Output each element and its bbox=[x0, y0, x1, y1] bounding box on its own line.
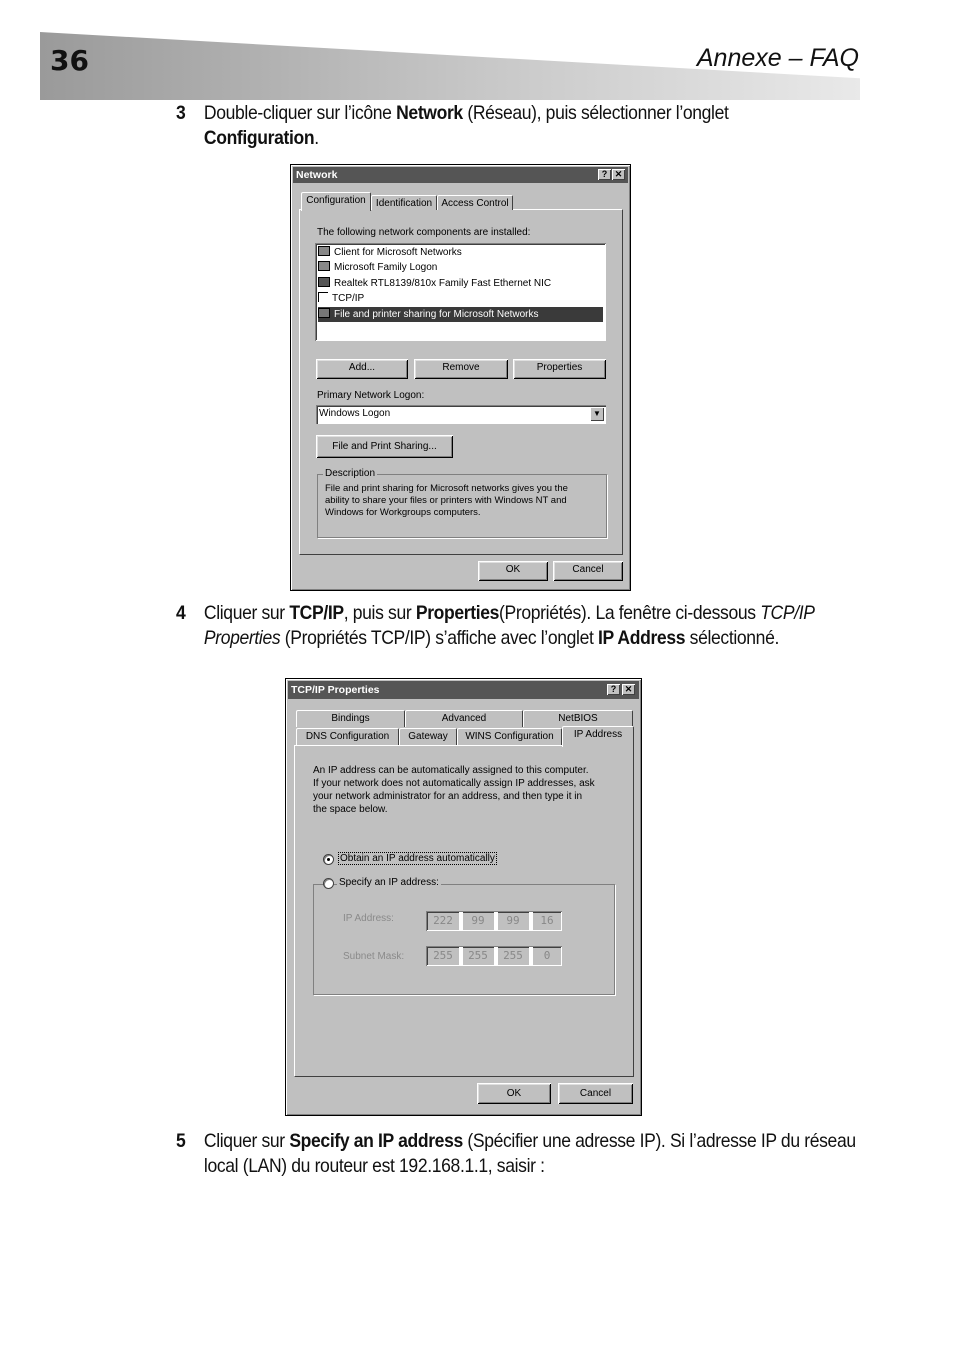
ip-address-label: IP Address: bbox=[343, 913, 394, 924]
tab-access-control[interactable]: Access Control bbox=[437, 195, 513, 210]
ok-button[interactable]: OK bbox=[477, 1083, 551, 1104]
chevron-down-icon[interactable]: ▼ bbox=[590, 407, 604, 421]
obtain-ip-radio[interactable] bbox=[323, 854, 334, 865]
tab-ip-address[interactable]: IP Address bbox=[562, 726, 634, 747]
step-text: , puis sur bbox=[343, 602, 416, 624]
add-button[interactable]: Add... bbox=[316, 359, 408, 379]
client-icon bbox=[318, 261, 330, 271]
step-text: sélectionné. bbox=[685, 627, 779, 649]
intro-line: the space below. bbox=[313, 804, 388, 815]
ok-button[interactable]: OK bbox=[478, 561, 548, 581]
intro-line: An IP address can be automatically assigned to this computer. bbox=[313, 765, 589, 776]
dialog-title: TCP/IP Properties bbox=[291, 684, 380, 696]
step-text: (Propriétés TCP/IP) s’affiche avec l’onglet bbox=[280, 627, 599, 649]
cancel-button[interactable]: Cancel bbox=[553, 561, 623, 581]
intro-line: If your network does not automatically assign IP addresses, ask bbox=[313, 778, 595, 789]
step-text-italic: TCP/IP bbox=[760, 602, 815, 624]
step-number: 5 bbox=[176, 1130, 186, 1152]
list-item[interactable] bbox=[318, 260, 603, 275]
page-number: 36 bbox=[50, 44, 89, 77]
step-text: (Réseau), puis sélectionner l’onglet bbox=[462, 102, 729, 124]
specify-ip-radio[interactable] bbox=[323, 878, 334, 889]
tab-identification[interactable]: Identification bbox=[371, 195, 437, 210]
mask-octet: 0 bbox=[543, 949, 551, 962]
step-text-italic: Properties bbox=[203, 627, 281, 649]
step-text: Cliquer sur bbox=[203, 602, 290, 624]
file-print-sharing-button[interactable]: File and Print Sharing... bbox=[316, 435, 453, 458]
step-text-bold: Network bbox=[396, 102, 463, 124]
tab-wins-configuration[interactable]: WINS Configuration bbox=[457, 728, 562, 745]
client-icon bbox=[318, 246, 330, 256]
tab-bindings[interactable]: Bindings bbox=[296, 710, 405, 727]
step-text: (Propriétés). La fenêtre ci-dessous bbox=[499, 602, 761, 624]
network-dialog bbox=[290, 164, 631, 591]
list-item[interactable] bbox=[318, 291, 603, 306]
network-card-icon bbox=[318, 277, 330, 287]
ip-address-field[interactable] bbox=[426, 911, 562, 931]
list-item-label: TCP/IP bbox=[332, 293, 365, 304]
step-text-bold: Configuration bbox=[203, 127, 315, 149]
remove-button[interactable]: Remove bbox=[414, 359, 508, 379]
ip-octet: 222 bbox=[433, 914, 453, 927]
mask-octet: 255 bbox=[468, 949, 488, 962]
ip-octet: 99 bbox=[506, 914, 520, 927]
step-number: 3 bbox=[176, 102, 186, 124]
list-item-selected[interactable] bbox=[318, 307, 603, 322]
logon-value: Windows Logon bbox=[319, 408, 391, 419]
ip-octet: 99 bbox=[471, 914, 485, 927]
logon-label: Primary Network Logon: bbox=[317, 390, 425, 401]
list-item[interactable] bbox=[318, 276, 603, 291]
step-text-bold: Properties bbox=[415, 602, 500, 624]
specify-ip-group bbox=[313, 884, 615, 995]
logon-select[interactable] bbox=[316, 405, 606, 424]
close-button[interactable]: ✕ bbox=[612, 169, 625, 180]
components-list[interactable] bbox=[315, 243, 606, 341]
properties-button[interactable]: Properties bbox=[513, 359, 606, 379]
ip-octet: 16 bbox=[540, 914, 554, 927]
step-text: . bbox=[314, 127, 319, 149]
description-line: Windows for Workgroups computers. bbox=[325, 507, 481, 518]
mask-octet: 255 bbox=[433, 949, 453, 962]
step-number: 4 bbox=[176, 602, 186, 624]
tab-advanced[interactable]: Advanced bbox=[405, 710, 523, 727]
subnet-mask-label: Subnet Mask: bbox=[343, 951, 405, 962]
protocol-icon bbox=[318, 292, 328, 302]
list-item-label: Microsoft Family Logon bbox=[334, 262, 438, 273]
dialog-title: Network bbox=[296, 169, 338, 181]
list-item-label: Realtek RTL8139/810x Family Fast Ethernet NIC bbox=[334, 278, 552, 289]
list-item-label: Client for Microsoft Networks bbox=[334, 247, 462, 258]
obtain-ip-label[interactable]: Obtain an IP address automatically bbox=[340, 853, 495, 864]
specify-ip-label[interactable]: Specify an IP address: bbox=[339, 877, 439, 888]
description-line: ability to share your files or printers with Windows NT and bbox=[325, 495, 567, 506]
list-item[interactable] bbox=[318, 245, 603, 260]
list-item-label: File and printer sharing for Microsoft Networks bbox=[334, 309, 539, 320]
description-line: File and print sharing for Microsoft networks gives you the bbox=[325, 483, 568, 494]
step-text: Cliquer sur bbox=[203, 1130, 290, 1152]
help-button[interactable]: ? bbox=[607, 684, 620, 695]
cancel-button[interactable]: Cancel bbox=[558, 1083, 633, 1104]
description-label: Description bbox=[325, 468, 376, 479]
step-text-bold: Specify an IP address bbox=[289, 1130, 463, 1152]
subnet-mask-field[interactable] bbox=[426, 946, 562, 966]
step-text: Double-cliquer sur l’icône bbox=[203, 102, 397, 124]
step-text-bold: IP Address bbox=[598, 627, 686, 649]
intro-line: your network administrator for an address, and then type it in bbox=[313, 791, 583, 802]
tab-gateway[interactable]: Gateway bbox=[399, 728, 457, 745]
step-text: local (LAN) du routeur est 192.168.1.1, saisir : bbox=[203, 1155, 545, 1177]
step-text-bold: TCP/IP bbox=[289, 602, 344, 624]
tab-configuration[interactable]: Configuration bbox=[301, 192, 371, 211]
sharing-icon bbox=[318, 308, 330, 318]
running-head: Annexe – FAQ bbox=[696, 44, 859, 72]
components-label: The following network components are installed: bbox=[317, 227, 531, 238]
tcpip-dialog bbox=[285, 678, 642, 1116]
mask-octet: 255 bbox=[503, 949, 523, 962]
tab-dns-configuration[interactable]: DNS Configuration bbox=[296, 728, 399, 745]
help-button[interactable]: ? bbox=[598, 169, 611, 180]
step-text: (Spécifier une adresse IP). Si l’adresse IP du réseau bbox=[462, 1130, 856, 1152]
tab-netbios[interactable]: NetBIOS bbox=[523, 710, 633, 727]
title-bar bbox=[288, 681, 639, 699]
title-bar bbox=[293, 167, 628, 183]
close-button[interactable]: ✕ bbox=[622, 684, 635, 695]
